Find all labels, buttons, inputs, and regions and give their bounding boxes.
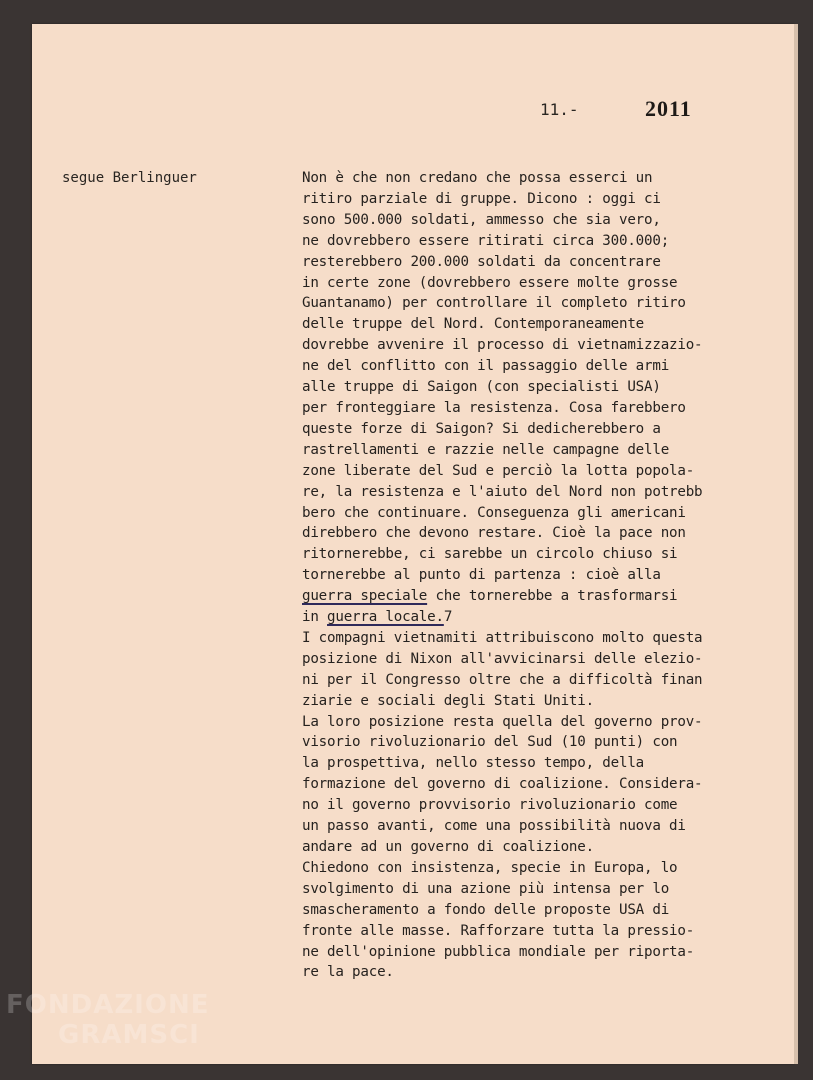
speaker-label: segue Berlinguer <box>62 170 197 186</box>
text-line: andare ad un governo di coalizione. <box>302 839 594 855</box>
text-line: ritornerebbe, ci sarebbe un circolo chiuso si <box>302 546 678 563</box>
text-line: tornerebbe al punto di partenza : cioè alla <box>302 567 661 584</box>
text-line: fronte alle masse. Rafforzare tutta la pressio- <box>302 922 695 939</box>
text-line: in certe zone (dovrebbero essere molte grosse <box>302 274 678 291</box>
text-line: sono 500.000 soldati, ammesso che sia vero, <box>302 211 661 228</box>
page-number: 11.- <box>540 100 579 119</box>
watermark-line-2: GRAMSCI <box>58 1020 200 1050</box>
text-line: smascheramento a fondo delle proposte USA di <box>302 901 670 918</box>
text-line: I compagni vietnamiti attribuiscono molto questa <box>302 629 703 646</box>
text-line: alle truppe di Saigon (con specialisti USA) <box>302 379 661 396</box>
text-line: dovrebbe avvenire il processo di vietnamizzazio- <box>302 337 703 354</box>
text-line: bero che continuare. Conseguenza gli americani <box>302 504 686 521</box>
body-text <box>302 168 772 983</box>
text-line: delle truppe del Nord. Contemporaneamente <box>302 316 645 333</box>
text-line: svolgimento di una azione più intensa per lo <box>302 880 670 897</box>
text-line-underlined <box>302 607 772 628</box>
text-line: ne dell'opinione pubblica mondiale per riporta- <box>302 943 695 960</box>
document-number: 2011 <box>645 96 692 121</box>
text-line: Chiedono con insistenza, specie in Europa, lo <box>302 859 678 876</box>
text-line: la prospettiva, nello stesso tempo, della <box>302 755 645 772</box>
text-line: re, la resistenza e l'aiuto del Nord non potrebb <box>302 483 703 500</box>
text-line: rastrellamenti e razzie nelle campagne delle <box>302 441 670 458</box>
text-line: ziarie e sociali degli Stati Uniti. <box>302 692 594 709</box>
underlined-phrase: guerra speciale <box>302 588 428 605</box>
text-line: queste forze di Saigon? Si dedicherebbero a <box>302 420 661 437</box>
text-line: un passo avanti, come una possibilità nuova di <box>302 818 686 835</box>
text-line: La loro posizione resta quella del governo prov- <box>302 713 703 730</box>
handwritten-mark: 7 <box>443 609 453 626</box>
text-line: posizione di Nixon all'avvicinarsi delle elezio- <box>302 650 703 667</box>
text-line: ne dovrebbero essere ritirati circa 300.000; <box>302 232 670 249</box>
text-line: direbbero che devono restare. Cioè la pace non <box>302 525 686 542</box>
text-line: re la pace. <box>302 964 394 981</box>
text-line-underlined <box>302 586 772 607</box>
archive-watermark <box>6 990 209 1050</box>
underlined-phrase: guerra locale. <box>327 609 444 626</box>
text-line: resterebbero 200.000 soldati da concentrare <box>302 253 661 270</box>
watermark-line-1: FONDAZIONE <box>6 990 210 1020</box>
text-line: Non è che non credano che possa esserci un <box>302 170 653 186</box>
text-segment: in <box>302 609 328 626</box>
text-line: ne del conflitto con il passaggio delle armi <box>302 358 670 375</box>
text-line: ni per il Congresso oltre che a difficoltà finan <box>302 671 703 688</box>
text-line: Guantanamo) per controllare il completo ritiro <box>302 295 686 312</box>
text-line: visorio rivoluzionario del Sud (10 punti) con <box>302 734 678 751</box>
text-line: zone liberate del Sud e perciò la lotta popola- <box>302 462 695 479</box>
text-segment: che tornerebbe a trasformarsi <box>427 588 678 605</box>
text-line: ritiro parziale di gruppe. Dicono : oggi ci <box>302 190 661 207</box>
text-line: per fronteggiare la resistenza. Cosa farebbero <box>302 399 686 416</box>
text-line: no il governo provvisorio rivoluzionario come <box>302 797 678 814</box>
text-line: formazione del governo di coalizione. Considera- <box>302 776 703 793</box>
